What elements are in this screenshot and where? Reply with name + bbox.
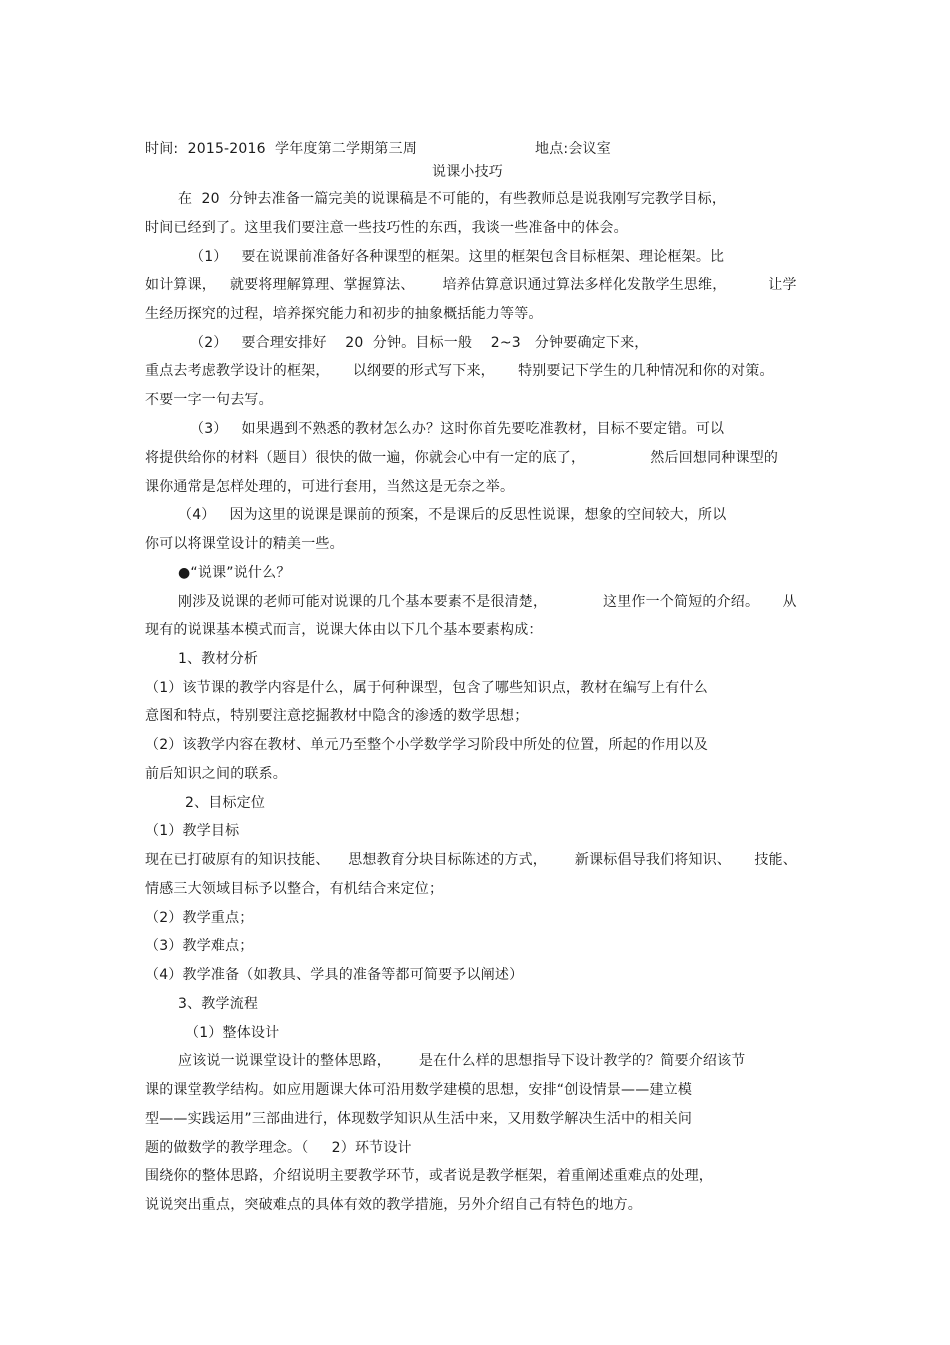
paragraph-line: 不要一字一句去写。 — [145, 392, 273, 408]
paragraph-line: 在 20 分钟去准备一篇完美的说课稿是不可能的，有些教师总是说我刚写完教学目标， — [178, 191, 727, 207]
paragraph-line: （4）教学准备（如教具、学具的准备等都可简要予以阐述） — [145, 967, 524, 983]
paragraph-line: （4） 因为这里的说课是课前的预案，不是课后的反思性说课，想象的空间较大，所以 — [178, 507, 727, 523]
paragraph-line: 课你通常是怎样处理的，可进行套用，当然这是无奈之举。 — [145, 479, 515, 495]
paragraph-line: 时间已经到了。这里我们要注意一些技巧性的东西，我谈一些准备中的体会。 — [145, 220, 628, 236]
paragraph-line: 型——实践运用”三部曲进行，体现数学知识从生活中来，又用数学解决生活中的相关问 — [145, 1111, 693, 1127]
paragraph-line: 将提供给你的材料（题目）很快的做一遍，你就会心中有一定的底了， 然后回想同种课型的 — [145, 450, 779, 466]
paragraph-line: （1）该节课的教学内容是什么，属于何种课型，包含了哪些知识点，教材在编写上有什么 — [145, 680, 708, 696]
paragraph-line: 意图和特点，特别要注意挖掘教材中隐含的渗透的数学思想； — [145, 708, 529, 724]
paragraph-line: 情感三大领域目标予以整合，有机结合来定位； — [145, 881, 444, 897]
paragraph-line: （1） 要在说课前准备好各种课型的框架。这里的框架包含目标框架、理论框架。比 — [190, 249, 725, 265]
paragraph-line: 你可以将课堂设计的精美一些。 — [145, 536, 344, 552]
paragraph-line: （1）教学目标 — [145, 823, 240, 839]
document-title: 说课小技巧 — [432, 164, 503, 180]
paragraph-line: 现在已打破原有的知识技能、 思想教育分块目标陈述的方式， 新课标倡导我们将知识、 技能、 — [145, 852, 797, 868]
paragraph-line: 围绕你的整体思路，介绍说明主要教学环节，或者说是教学框架，着重阐述重难点的处理， — [145, 1168, 713, 1184]
paragraph-line: 重点去考虑教学设计的框架， 以纲要的形式写下来， 特别要记下学生的几种情况和你的对策。 — [145, 363, 774, 379]
paragraph-line: （2）教学重点； — [145, 910, 254, 926]
paragraph-line: 刚涉及说课的老师可能对说课的几个基本要素不是很清楚， 这里作一个简短的介绍。 从 — [178, 594, 797, 610]
paragraph-line: （2） 要合理安排好 20 分钟。目标一般 2~3 分钟要确定下来， — [190, 335, 649, 351]
paragraph-line: 应该说一说课堂设计的整体思路， 是在什么样的思想指导下设计教学的？简要介绍该节 — [178, 1053, 746, 1069]
paragraph-line: 课的课堂教学结构。如应用题课大体可沿用数学建模的思想，安排“创设情景——建立模 — [145, 1082, 693, 1098]
paragraph-line: 如计算课， 就要将理解算理、掌握算法、 培养估算意识通过算法多样化发散学生思维， 让学 — [145, 277, 797, 293]
paragraph-line: （1）整体设计 — [185, 1025, 280, 1041]
section-bullet: ●“说课”说什么？ — [178, 565, 291, 581]
paragraph-line: 现有的说课基本模式而言，说课大体由以下几个基本要素构成： — [145, 622, 543, 638]
paragraph-line: 前后知识之间的联系。 — [145, 766, 287, 782]
section-heading: 2、目标定位 — [185, 795, 266, 811]
paragraph-line: 生经历探究的过程，培养探究能力和初步的抽象概括能力等等。 — [145, 306, 543, 322]
section-heading: 3、教学流程 — [178, 996, 259, 1012]
paragraph-line: （3） 如果遇到不熟悉的教材怎么办？这时你首先要吃准教材，目标不要定错。可以 — [190, 421, 725, 437]
meeting-location: 地点:会议室 — [535, 141, 611, 157]
paragraph-line: （2）该教学内容在教材、单元乃至整个小学数学学习阶段中所处的位置，所起的作用以及 — [145, 737, 708, 753]
section-heading: 1、教材分析 — [178, 651, 259, 667]
meeting-time: 时间: 2015-2016 学年度第二学期第三周 — [145, 141, 418, 157]
paragraph-line: 题的做数学的教学理念。（ 2）环节设计 — [145, 1140, 412, 1156]
paragraph-line: （3）教学难点； — [145, 938, 254, 954]
paragraph-line: 说说突出重点，突破难点的具体有效的教学措施，另外介绍自己有特色的地方。 — [145, 1197, 642, 1213]
